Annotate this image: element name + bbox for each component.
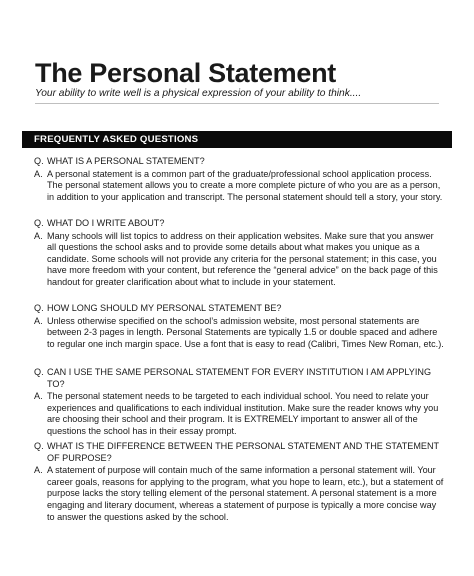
- question-text: WHAT DO I WRITE ABOUT?: [47, 218, 165, 228]
- answer-text: A statement of purpose will contain much of the same information a personal statement will. Your career goals, reasons for applying to the program, what you hope to learn, etc.), but a statement of purpose lacks the story telling element of the personal statement. A personal statement is a more engaging and literary document, whereas a statement of purpose is typically a more concise way to answer the questions asked by the school.: [47, 465, 444, 522]
- answer-text: The personal statement needs to be targeted to each individual school. You need to relate your experiences and qualifications to each individual institution. Make sure the reader knows why you are choosing their school and their program. It is EXTREMELY important to answer all of the questions the school has in their essay prompt.: [47, 391, 439, 436]
- answer-text: A personal statement is a common part of the graduate/professional school application process. The personal statement allows you to create a more complete picture of who you are as a person, in addition to your application and transcript. The personal statement should tell a story, your story.: [47, 168, 443, 202]
- question-text: WHAT IS THE DIFFERENCE BETWEEN THE PERSONAL STATEMENT AND THE STATEMENT OF PURPOSE?: [47, 441, 439, 463]
- faq-item: [34, 367, 444, 438]
- question-prefix: Q.: [34, 441, 44, 451]
- question-prefix: Q.: [34, 156, 44, 166]
- question-text: WHAT IS A PERSONAL STATEMENT?: [47, 156, 205, 166]
- question-text: HOW LONG SHOULD MY PERSONAL STATEMENT BE?: [47, 303, 282, 313]
- faq-item: [34, 156, 444, 203]
- document-title: The Personal Statement: [35, 58, 336, 88]
- question-prefix: Q.: [34, 303, 44, 313]
- faq-header-label: FREQUENTLY ASKED QUESTIONS: [34, 134, 199, 145]
- answer-text: Many schools will list topics to address on their application websites. Make sure that you answer all questions the school asks and to provide some details about what makes you unique as a candidate. Some schools will not provide any criteria for the personal statement; in this case, you have more freedom with your content, but reference the “general advice” on the back page of this handout for greater clarification about what to include in your statement.: [47, 230, 438, 287]
- answer-prefix: A.: [34, 391, 43, 402]
- answer-prefix: A.: [34, 168, 43, 179]
- document-subtitle: Your ability to write well is a physical expression of your ability to think....: [35, 88, 362, 99]
- faq-item: [34, 218, 444, 289]
- question-prefix: Q.: [34, 218, 44, 228]
- question-text: CAN I USE THE SAME PERSONAL STATEMENT FOR EVERY INSTITUTION I AM APPLYING TO?: [47, 367, 432, 389]
- faq-item: [34, 303, 444, 350]
- faq-header-bar: [22, 131, 452, 148]
- faq-item: [34, 441, 444, 523]
- answer-prefix: A.: [34, 315, 43, 326]
- question-prefix: Q.: [34, 367, 44, 377]
- title-divider: [35, 103, 439, 104]
- answer-prefix: A.: [34, 465, 43, 476]
- answer-prefix: A.: [34, 230, 43, 241]
- answer-text: Unless otherwise specified on the school’s admission website, most personal statements are between 2-3 pages in length. Personal Statements are typically 1.5 or double spaced and adhere to regular one inch margin space. Use a font that is easy to read (Calibri, Times New Roman, etc.).: [47, 315, 444, 349]
